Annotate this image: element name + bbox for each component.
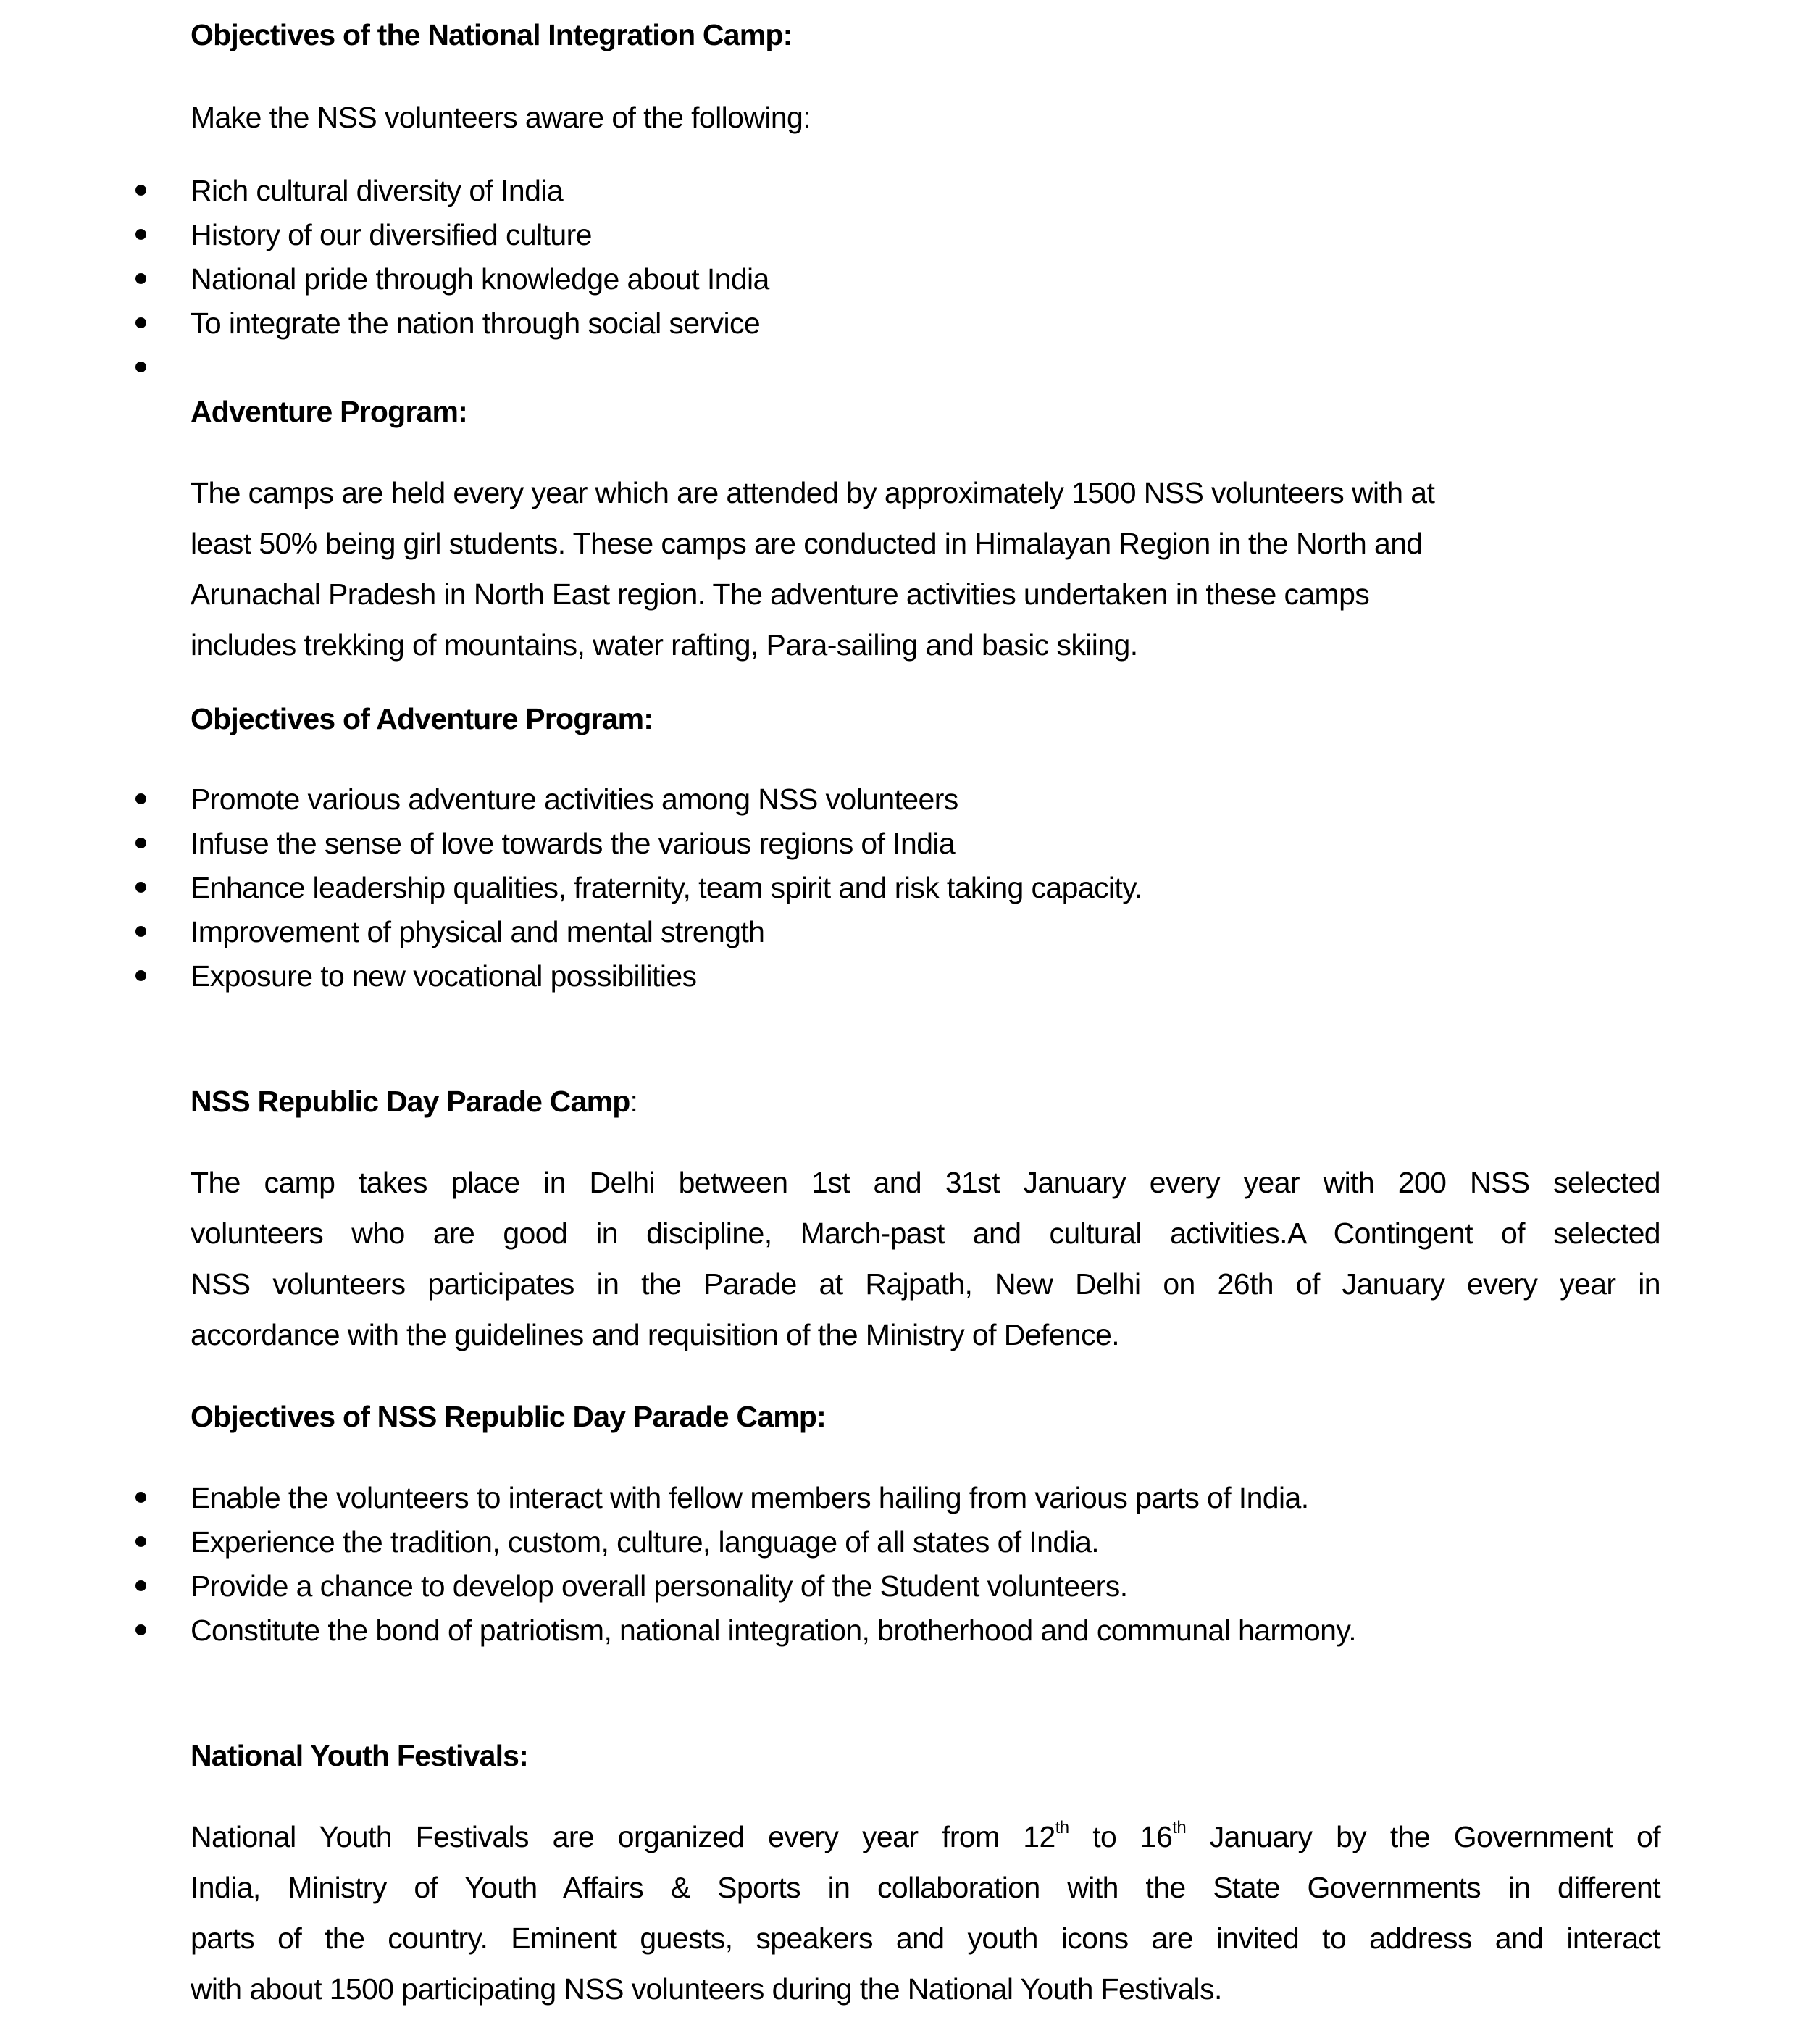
list-item: National pride through knowledge about India bbox=[191, 262, 769, 296]
list-item: History of our diversified culture bbox=[191, 218, 592, 251]
paragraph-line: The camps are held every year which are attended by approximately 1500 NSS volunteers with at bbox=[191, 476, 1435, 509]
heading-text: NSS Republic Day Parade Camp bbox=[191, 1085, 630, 1118]
text-run: to 16 bbox=[1069, 1820, 1173, 1853]
bullet-icon bbox=[135, 970, 146, 981]
heading-republic-day-objectives: Objectives of NSS Republic Day Parade Camp: bbox=[191, 1400, 826, 1433]
paragraph-line bbox=[191, 1818, 1660, 1853]
bullet-icon bbox=[135, 926, 146, 937]
bullet-icon bbox=[135, 273, 146, 284]
list-item: To integrate the nation through social service bbox=[191, 306, 761, 340]
bullet-icon bbox=[135, 793, 146, 804]
bullet-icon bbox=[135, 1580, 146, 1591]
paragraph-line: volunteers who are good in discipline, March-past and cultural activities.A Contingent of selected bbox=[191, 1217, 1660, 1250]
paragraph-line: parts of the country. Eminent guests, speakers and youth icons are invited to address and interact bbox=[191, 1922, 1660, 1955]
heading-republic-day-parade bbox=[191, 1087, 637, 1117]
list-item: Exposure to new vocational possibilities bbox=[191, 959, 697, 993]
list-item: Improvement of physical and mental strength bbox=[191, 915, 765, 948]
nic-intro-text: Make the NSS volunteers aware of the following: bbox=[191, 101, 811, 134]
list-item: Promote various adventure activities among NSS volunteers bbox=[191, 783, 958, 816]
paragraph-line: with about 1500 participating NSS volunteers during the National Youth Festivals. bbox=[191, 1972, 1222, 2006]
heading-colon: : bbox=[630, 1085, 638, 1118]
bullet-icon bbox=[135, 229, 146, 240]
text-run: January by the Government of bbox=[1186, 1820, 1660, 1853]
paragraph-line: includes trekking of mountains, water rafting, Para-sailing and basic skiing. bbox=[191, 628, 1138, 662]
paragraph-line: Arunachal Pradesh in North East region. The adventure activities undertaken in these camps bbox=[191, 577, 1370, 611]
heading-adventure-objectives: Objectives of Adventure Program: bbox=[191, 702, 653, 735]
list-item: Constitute the bond of patriotism, national integration, brotherhood and communal harmony. bbox=[191, 1614, 1357, 1647]
ordinal-suffix: th bbox=[1172, 1818, 1187, 1838]
list-item: Provide a chance to develop overall personality of the Student volunteers. bbox=[191, 1569, 1128, 1603]
paragraph-line: least 50% being girl students. These camps are conducted in Himalayan Region in the North and bbox=[191, 527, 1423, 560]
list-item: Rich cultural diversity of India bbox=[191, 174, 564, 207]
bullet-icon bbox=[135, 838, 146, 848]
heading-national-youth-festivals: National Youth Festivals: bbox=[191, 1739, 529, 1772]
heading-nic-objectives: Objectives of the National Integration Camp: bbox=[191, 18, 793, 51]
text-run: National Youth Festivals are organized every year from 12 bbox=[191, 1820, 1055, 1853]
bullet-icon bbox=[135, 362, 146, 372]
paragraph-line: The camp takes place in Delhi between 1st and 31st January every year with 200 NSS selected bbox=[191, 1166, 1660, 1199]
heading-adventure-program: Adventure Program: bbox=[191, 395, 468, 428]
bullet-icon bbox=[135, 185, 146, 196]
bullet-icon bbox=[135, 1624, 146, 1635]
bullet-icon bbox=[135, 882, 146, 893]
bullet-icon bbox=[135, 1492, 146, 1503]
bullet-icon bbox=[135, 317, 146, 328]
paragraph-line: India, Ministry of Youth Affairs & Sports in collaboration with the State Governments in different bbox=[191, 1871, 1660, 1904]
list-item: Enable the volunteers to interact with fellow members hailing from various parts of India. bbox=[191, 1481, 1309, 1514]
bullet-icon bbox=[135, 1536, 146, 1547]
ordinal-suffix: th bbox=[1055, 1818, 1069, 1838]
paragraph-line: accordance with the guidelines and requisition of the Ministry of Defence. bbox=[191, 1318, 1120, 1351]
list-item: Experience the tradition, custom, culture, language of all states of India. bbox=[191, 1525, 1100, 1559]
list-item: Enhance leadership qualities, fraternity, team spirit and risk taking capacity. bbox=[191, 871, 1142, 904]
paragraph-line: NSS volunteers participates in the Parade at Rajpath, New Delhi on 26th of January every year in bbox=[191, 1267, 1660, 1301]
list-item: Infuse the sense of love towards the various regions of India bbox=[191, 827, 956, 860]
